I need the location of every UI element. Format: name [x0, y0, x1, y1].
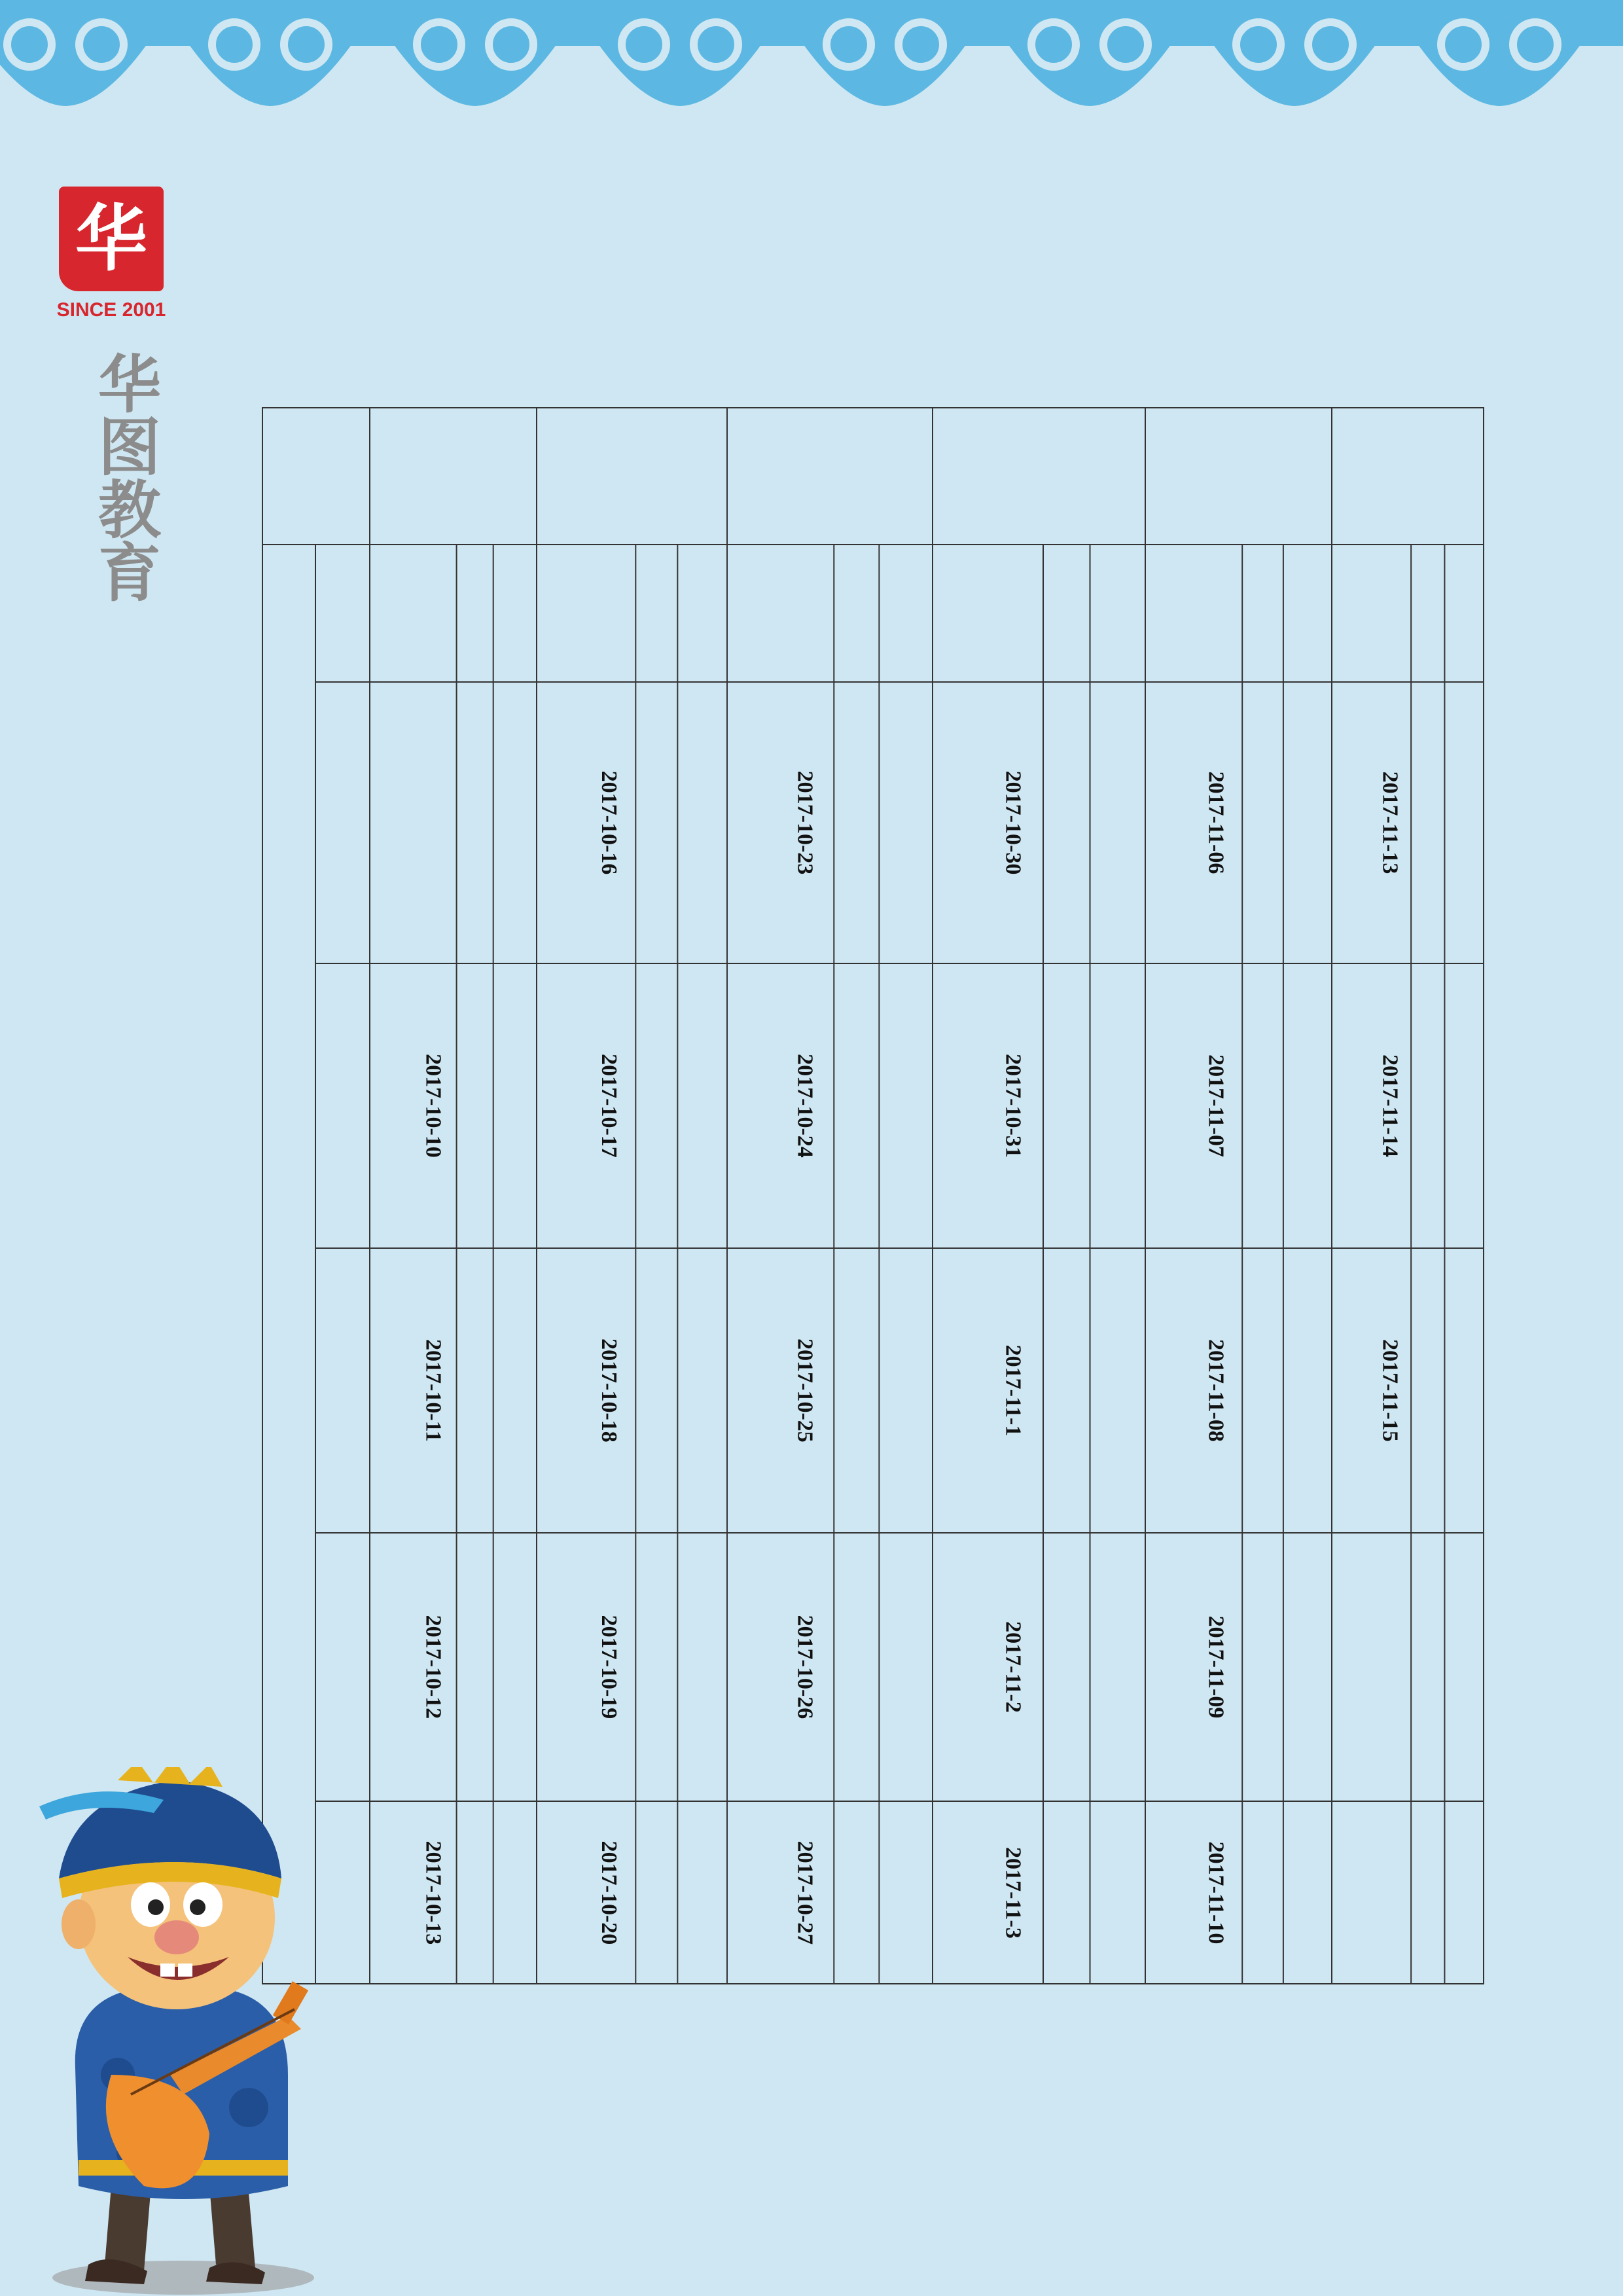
table-cell-date: 2017-10-13 — [421, 1840, 446, 1945]
table-cell-date: 2017-10-19 — [596, 1615, 621, 1719]
table-cell-date: 2017-10-24 — [793, 1054, 817, 1158]
huatu-logo-icon: 华 — [59, 187, 164, 291]
schedule-table — [262, 407, 1484, 1984]
logo-chinese-name: 华图教育 — [98, 348, 161, 610]
table-cell-date: 2017-10-16 — [596, 770, 621, 875]
page-title — [648, 177, 1119, 360]
table-cell-date: 2017-10-12 — [421, 1615, 446, 1719]
table-cell-date: 2017-11-2 — [1001, 1621, 1026, 1713]
table-cell-date: 2017-11-07 — [1204, 1054, 1228, 1157]
table-cell-date: 2017-10-23 — [793, 770, 817, 875]
mascot-illustration-icon — [13, 1767, 353, 2296]
table-cell-date: 2017-11-08 — [1204, 1339, 1228, 1442]
table-cell-date: 2017-10-30 — [1001, 770, 1026, 875]
logo — [56, 187, 167, 321]
table-cell-date: 2017-10-20 — [596, 1840, 621, 1945]
table-cell-date: 2017-11-13 — [1378, 771, 1402, 874]
table-cell-date: 2017-10-17 — [596, 1054, 621, 1158]
table-cell-date: 2017-10-11 — [421, 1339, 446, 1442]
table-cell-date: 2017-11-09 — [1204, 1615, 1228, 1719]
table-cell-date: 2017-10-26 — [793, 1615, 817, 1719]
table-cell-date: 2017-10-31 — [1001, 1054, 1026, 1158]
logo-since-text: SINCE 2001 — [56, 299, 166, 321]
table-cell-date: 2017-10-27 — [793, 1840, 817, 1945]
table-cell-date: 2017-11-15 — [1378, 1339, 1402, 1442]
table-cell-date: 2017-11-3 — [1001, 1847, 1026, 1939]
table-cell-date: 2017-10-18 — [596, 1338, 621, 1443]
cloud-border-pattern — [0, 0, 1623, 111]
table-cell-date: 2017-11-10 — [1204, 1841, 1228, 1945]
table-cell-date: 2017-10-25 — [793, 1338, 817, 1443]
table-cell-date: 2017-11-14 — [1378, 1054, 1402, 1157]
table-cell-date: 2017-11-1 — [1001, 1344, 1026, 1437]
table-cell-date: 2017-11-06 — [1204, 771, 1228, 874]
table-cell-date: 2017-10-10 — [421, 1054, 446, 1158]
